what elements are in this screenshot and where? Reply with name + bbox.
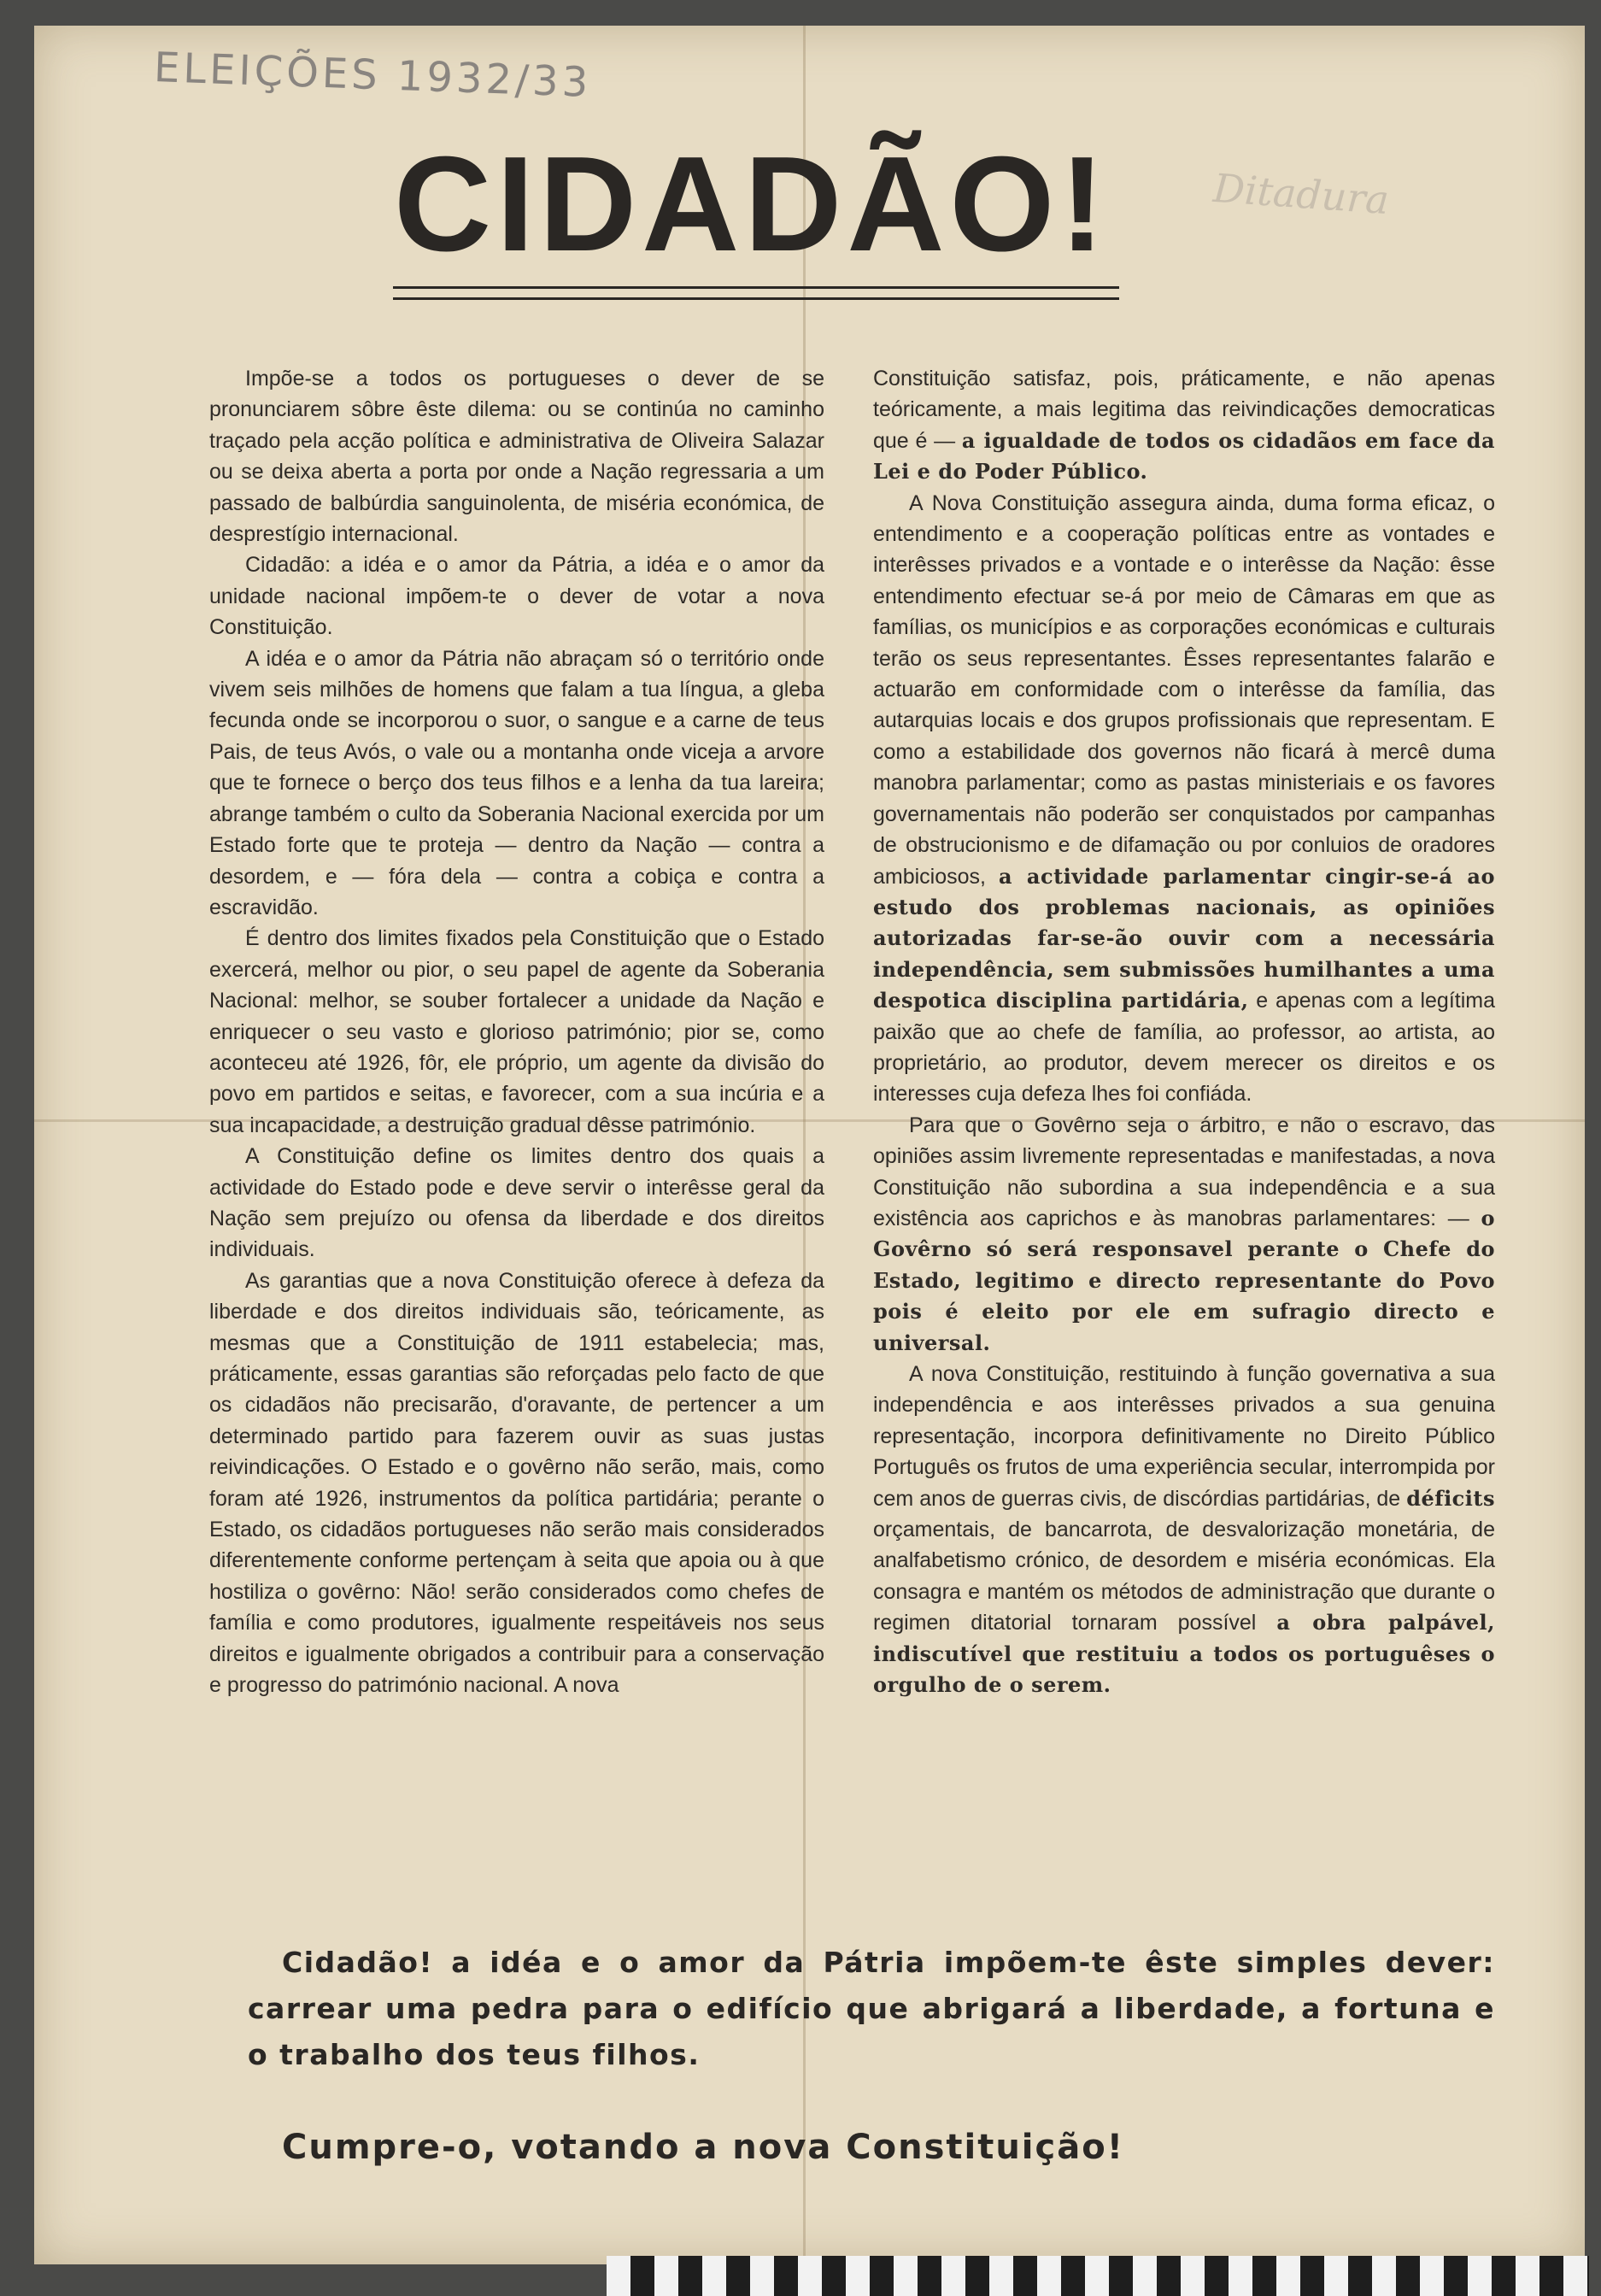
- paragraph: A idéa e o amor da Pátria não abraçam só o território onde vivem seis milhões de homens que falam a tua língua, a gleba fecunda onde se incorporou o suor, o sangue e a carne de teus Pais, de teus Avós, o vale ou a montanha onde viceja a arvore que te fornece o berço dos teus filhos e a lenha da tua lareira; abrange também o culto da Soberania Nacional exercida por um Estado forte que te proteja — dentro da Nação — contra a desordem, e — fóra dela — contra a cobiça e contra a escravidão.: [209, 646, 824, 919]
- left-column: [209, 363, 824, 1700]
- paragraph-emphasis: o Govêrno só será responsavel perante o Chefe do Estado, legitimo e directo representante do Povo pois é eleito por ele em sufragio directo e universal.: [873, 1205, 1495, 1355]
- paragraph-emphasis: a actividade parlamentar cingir-se-á ao estudo dos problemas nacionais, as opiniões autorizadas far-se-ão ouvir com a necessária independência, sem submissões humilhantes a uma despotica disciplina partidária,: [873, 863, 1495, 1013]
- right-column: [873, 363, 1495, 1700]
- handwritten-annotation-top: ELEIÇÕES 1932/33: [153, 44, 593, 107]
- paragraph-text: e apenas com a legítima paixão que ao chefe de família, ao professor, ao artista, ao proprietário, ao produtor, devem merecer os direitos e os interesses cuja defeza lhes foi confiáda.: [873, 989, 1495, 1107]
- page-title: CIDADÃO!: [394, 129, 1110, 279]
- scale-ruler: [607, 2256, 1589, 2296]
- paragraph: [873, 363, 1495, 488]
- paragraph-emphasis: déficits: [1406, 1485, 1496, 1511]
- paragraph: As garantias que a nova Constituição oferece à defeza da liberdade e dos direitos individuais são, teóricamente, as mesmas que a Constituição de 1911 estabelecia; mas, práticamente, essas garantias são reforçadas pelo facto de que os cidadãos não precisarão, d'oravante, de pertencer a um determinado partido para fazerem ouvir as suas justas reivindicações. O Estado e o govêrno não serão, mais, como foram até 1926, instrumentos da política partidária; perante o Estado, os cidadãos portugueses não serão mais considerados diferentemente conforme pertençam à seita que apoia ou à que hostiliza o govêrno: Não! serão considerados como chefes de família e como produtores, igualmente respeitáveis nos seus direitos e igualmente obrigados a contribuir para a conservação e progresso do património nacional. A nova: [209, 1268, 824, 1698]
- handwritten-annotation-right: Ditadura: [1211, 164, 1391, 224]
- paragraph: Cidadão: a idéa e o amor da Pátria, a idéa e o amor da unidade nacional impõem-te o dever de votar a nova Constituição.: [209, 553, 824, 640]
- paragraph-emphasis: a obra palpável, indiscutível que restituiu a todos os portuguêses o orgulho de o serem.: [873, 1610, 1496, 1698]
- closing-appeal: Cidadão! a idéa e o amor da Pátria impõem-te êste simples dever: carrear uma pedra para o edifício que abrigará a liberdade, a fortuna e o trabalho dos teus filhos.: [248, 1946, 1495, 2071]
- paragraph-text: A nova Constituição, restituindo à função governativa a sua independência e aos interêsses privados a sua genuina representação, incorpora definitivamente no Direito Público Português os frutos de uma experiência secular, interrompida por cem anos de guerras civis, de discórdias partidárias, de: [873, 1362, 1495, 1511]
- paragraph-emphasis: a igualdade de todos os cidadãos em face da Lei e do Poder Público.: [873, 427, 1495, 484]
- paragraph: [873, 488, 1495, 1110]
- paragraph-text: Constituição satisfaz, pois, práticamente, e não apenas teóricamente, a mais legitima das reivindicações democraticas que é —: [873, 367, 1495, 453]
- paragraph-text: orçamentais, de bancarrota, de desvalorização monetária, de analfabetismo crónico, de desordem e miséria económicas. Ela consagra e mantém os métodos de administração que durante o regimen ditatorial tornaram possível: [873, 1518, 1495, 1635]
- paragraph: A Constituição define os limites dentro dos quais a actividade do Estado pode e deve servir o interêsse geral da Nação sem prejuízo ou ofensa da liberdade e dos direitos individuais.: [209, 1144, 824, 1262]
- paragraph-text: Para que o Govêrno seja o árbitro, e não o escravo, das opiniões assim livremente representadas e manifestadas, a nova Constituição não subordina a sua independência e a sua existência aos caprichos e às manobras parlamentares: —: [873, 1113, 1495, 1230]
- paragraph: [873, 1110, 1495, 1359]
- paragraph-text: A Nova Constituição assegura ainda, duma forma eficaz, o entendimento e a cooperação políticas entre as vontades e interêsses privados e a vontade e o interêsse da Nação: êsse entendimento efectuar se-á por meio de Câmaras em que as famílias, os municípios e as corporações económicas e culturais terão os seus representantes. Êsses representantes falarão e actuarão em conformidade com o interêsse da família, das autarquias locais e dos grupos profissionais que representam. E como a estabilidade dos governos não ficará à mercê duma manobra parlamentar; como as pastas ministeriais e os favores governamentais não poderão ser conquistados por campanhas de obstrucionismo e de difamação ou por conluios de oradores ambiciosos,: [873, 490, 1495, 889]
- paragraph: [873, 1359, 1495, 1700]
- title-underline: [393, 286, 1119, 300]
- slogan: Cumpre-o, votando a nova Constituição!: [282, 2128, 1124, 2167]
- paragraph: É dentro dos limites fixados pela Constituição que o Estado exercerá, melhor ou pior, o seu papel de agente da Soberania Nacional: melhor, se souber fortalecer a unidade da Nação e enriquecer o seu vasto e glorioso património; pior se, como aconteceu até 1926, fôr, ele próprio, um agente da divisão do povo em partidos e seitas, e favorecer, com a sua incúria e a sua incapacidade, a destruição gradual dêsse património.: [209, 926, 824, 1137]
- paragraph: Impõe-se a todos os portugueses o dever de se pronunciarem sôbre êste dilema: ou se continúa no caminho traçado pela acção política e administrativa de Oliveira Salazar ou se deixa aberta a porta por onde a Nação regressaria a um passado de balbúrdia sanguinolenta, de miséria económica, de desprestígio internacional.: [209, 367, 824, 547]
